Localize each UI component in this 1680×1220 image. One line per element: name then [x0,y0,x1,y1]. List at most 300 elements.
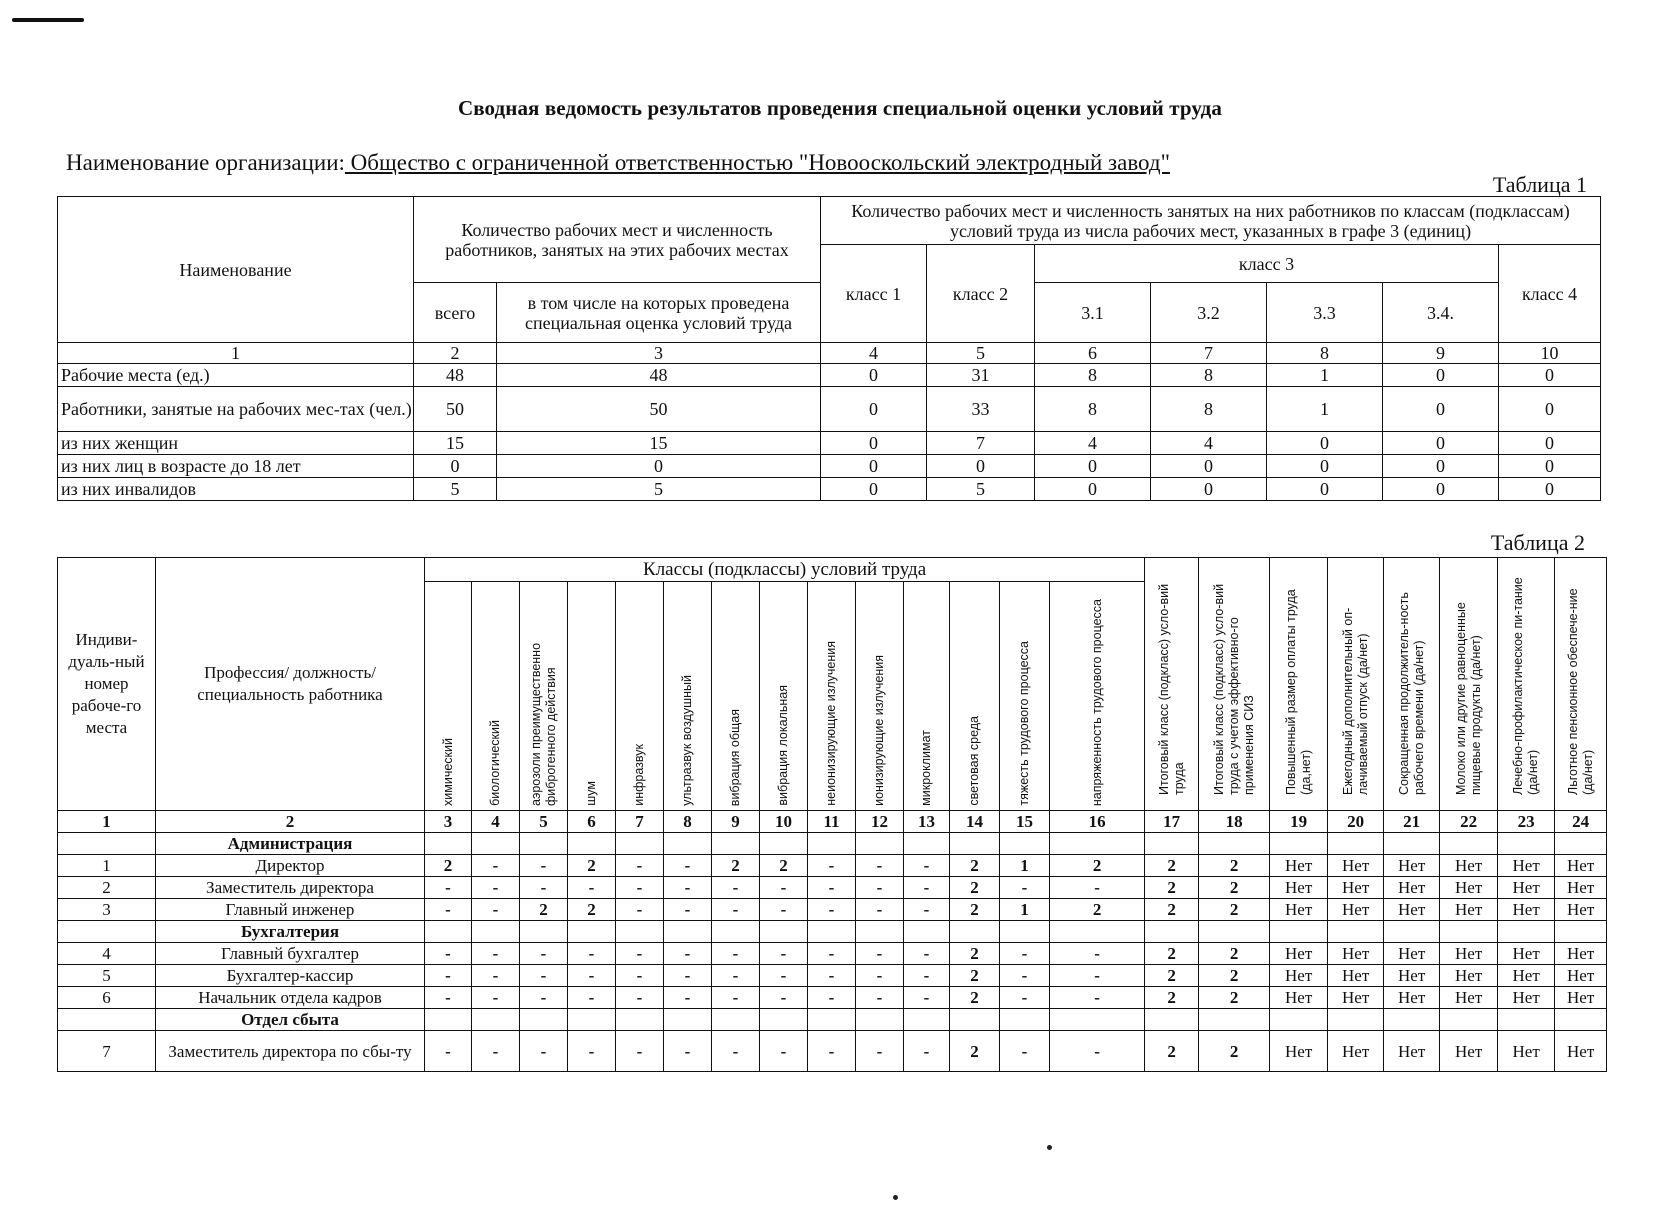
cell-value: - [520,965,568,987]
empty-cell [425,921,472,943]
cell-value: - [1050,965,1145,987]
cell-value: 0 [821,387,927,432]
cell-value: 33 [927,387,1035,432]
cell-value: - [1050,943,1145,965]
empty-cell [760,921,808,943]
column-number: 1 [58,343,414,364]
column-number: 10 [1499,343,1601,364]
cell-value: - [568,1031,616,1072]
header-summary-20: Ежегодный дополнительный оп-лачиваемый отпуск (да/нет) [1328,558,1384,811]
cell-value: Нет [1440,987,1498,1009]
cell-value: - [808,965,856,987]
empty-cell [58,1009,156,1031]
column-number: 3 [425,811,472,833]
scan-artifact-dot [1047,1145,1052,1150]
cell-value: 2 [950,855,1000,877]
column-numbers-row [58,343,1601,364]
cell-value: Нет [1555,1031,1607,1072]
empty-cell [1199,921,1270,943]
row-label: из них инвалидов [58,478,414,501]
empty-cell [472,921,520,943]
empty-cell [760,1009,808,1031]
cell-value: 0 [1383,478,1499,501]
cell-value: 0 [1499,364,1601,387]
cell-value: 2 [760,855,808,877]
workplaces-table-2 [57,557,1607,1072]
empty-cell [1145,833,1199,855]
cell-value: 2 [950,877,1000,899]
header-factor-10: вибрация локальная [760,582,808,811]
cell-value: - [712,899,760,921]
empty-cell [856,921,904,943]
cell-value: - [856,855,904,877]
workplace-row [58,899,1607,921]
profession-name: Бухгалтер-кассир [156,965,425,987]
cell-value: Нет [1328,877,1384,899]
empty-cell [1384,1009,1440,1031]
column-number: 24 [1555,811,1607,833]
cell-value: 0 [1267,432,1383,455]
cell-value: - [712,965,760,987]
cell-value: - [712,943,760,965]
cell-value: - [808,899,856,921]
cell-value: 1 [1000,855,1050,877]
empty-cell [1000,921,1050,943]
empty-cell [760,833,808,855]
empty-cell [520,1009,568,1031]
workplace-row [58,987,1607,1009]
cell-value: 5 [414,478,497,501]
empty-cell [520,921,568,943]
cell-value: 0 [1383,364,1499,387]
cell-value: - [472,877,520,899]
empty-cell [1498,1009,1555,1031]
cell-value: - [568,987,616,1009]
table1-body [58,364,1601,501]
cell-value: Нет [1384,965,1440,987]
cell-value: 31 [927,364,1035,387]
cell-value: - [856,1031,904,1072]
cell-value: - [568,943,616,965]
cell-value: - [760,965,808,987]
header-class2: класс 2 [927,245,1035,343]
empty-cell [664,833,712,855]
header-class1: класс 1 [821,245,927,343]
cell-value: 15 [414,432,497,455]
cell-value: 2 [1145,965,1199,987]
header-summary-23: Лечебно-профилактическое пи-тание (да/нет) [1498,558,1555,811]
cell-value: - [808,1031,856,1072]
cell-value: Нет [1384,877,1440,899]
organization-label: Наименование организации: [66,150,345,175]
workplace-number: 1 [58,855,156,877]
cell-value: - [664,855,712,877]
empty-cell [568,921,616,943]
cell-value: - [425,965,472,987]
header-subclass-3-4: 3.4. [1383,283,1499,343]
cell-value: 0 [821,364,927,387]
empty-cell [664,921,712,943]
empty-cell [1270,833,1328,855]
header-factor-15: тяжесть трудового процесса [1000,582,1050,811]
header-workplace-number: Индиви-дуаль-ный номер рабоче-го места [58,558,156,811]
cell-value: Нет [1328,965,1384,987]
header-subclass-3-1: 3.1 [1035,283,1151,343]
section-row [58,833,1607,855]
cell-value: 5 [497,478,821,501]
empty-cell [904,1009,950,1031]
cell-value: - [1000,1031,1050,1072]
cell-value: 2 [950,899,1000,921]
column-number: 8 [664,811,712,833]
workplace-number: 2 [58,877,156,899]
cell-value: Нет [1498,877,1555,899]
empty-cell [664,1009,712,1031]
cell-value: Нет [1440,1031,1498,1072]
cell-value: 0 [1267,455,1383,478]
cell-value: 0 [1383,387,1499,432]
column-number: 22 [1440,811,1498,833]
cell-value: 48 [497,364,821,387]
cell-value: 8 [1035,387,1151,432]
empty-cell [856,1009,904,1031]
empty-cell [1145,1009,1199,1031]
cell-value: - [904,943,950,965]
empty-cell [1270,1009,1328,1031]
section-name: Отдел сбыта [156,1009,425,1031]
cell-value: 2 [1145,1031,1199,1072]
table1-row [58,455,1601,478]
section-name: Администрация [156,833,425,855]
header-summary-24: Льготное пенсионное обеспече-ние (да/нет) [1555,558,1607,811]
cell-value: - [664,899,712,921]
cell-value: Нет [1498,965,1555,987]
cell-value: 2 [712,855,760,877]
column-number: 19 [1270,811,1328,833]
header-classes-group: Количество рабочих мест и численность занятых на них работников по классам (подклассам) условий труда из числа рабочих мест, указанных в графе 3 (единиц) [821,197,1601,245]
cell-value: - [712,1031,760,1072]
cell-value: - [904,1031,950,1072]
cell-value: Нет [1498,1031,1555,1072]
row-label: из них женщин [58,432,414,455]
cell-value: - [616,965,664,987]
table1-row [58,364,1601,387]
header-assessed: в том числе на которых проведена специальная оценка условий труда [497,283,821,343]
cell-value: - [760,943,808,965]
empty-cell [1145,921,1199,943]
cell-value: - [664,877,712,899]
column-number: 4 [821,343,927,364]
column-number: 5 [520,811,568,833]
cell-value: Нет [1498,855,1555,877]
empty-cell [1270,921,1328,943]
header-summary-21: Сокращенная продолжитель-ность рабочего времени (да/нет) [1384,558,1440,811]
empty-cell [1199,1009,1270,1031]
cell-value: 0 [1035,478,1151,501]
cell-value: 2 [520,899,568,921]
cell-value: - [472,899,520,921]
profession-name: Заместитель директора по сбы-ту [156,1031,425,1072]
cell-value: 0 [821,455,927,478]
empty-cell [1328,1009,1384,1031]
cell-value: 0 [1383,432,1499,455]
cell-value: 2 [1199,1031,1270,1072]
cell-value: 2 [425,855,472,877]
column-number: 11 [808,811,856,833]
empty-cell [1199,833,1270,855]
empty-cell [1498,921,1555,943]
cell-value: 0 [1267,478,1383,501]
cell-value: Нет [1384,899,1440,921]
header-factor-8: ультразвук воздушный [664,582,712,811]
cell-value: - [760,877,808,899]
column-numbers-row [58,811,1607,833]
empty-cell [712,921,760,943]
section-name: Бухгалтерия [156,921,425,943]
row-label: из них лиц в возрасте до 18 лет [58,455,414,478]
cell-value: - [760,987,808,1009]
cell-value: 0 [821,478,927,501]
column-number: 8 [1267,343,1383,364]
header-factor-6: шум [568,582,616,811]
cell-value: - [520,855,568,877]
cell-value: 2 [1145,987,1199,1009]
workplace-number: 4 [58,943,156,965]
cell-value: - [520,877,568,899]
cell-value: - [1050,987,1145,1009]
workplace-number: 6 [58,987,156,1009]
table2-caption: Таблица 2 [1490,530,1585,555]
cell-value: - [808,877,856,899]
empty-cell [1384,833,1440,855]
cell-value: 1 [1000,899,1050,921]
cell-value: Нет [1498,899,1555,921]
section-row [58,1009,1607,1031]
empty-cell [520,833,568,855]
empty-cell [425,1009,472,1031]
cell-value: - [1000,965,1050,987]
cell-value: 0 [1035,455,1151,478]
cell-value: Нет [1440,855,1498,877]
cell-value: - [760,1031,808,1072]
workplace-row [58,1031,1607,1072]
cell-value: 2 [568,855,616,877]
header-class3: класс 3 [1035,245,1499,283]
header-summary-17: Итоговый класс (подкласс) усло-вий труда [1145,558,1199,811]
workplace-row [58,965,1607,987]
column-number: 16 [1050,811,1145,833]
column-number: 7 [616,811,664,833]
cell-value: - [904,877,950,899]
empty-cell [904,921,950,943]
cell-value: 2 [1145,877,1199,899]
empty-cell [1555,921,1607,943]
column-number: 21 [1384,811,1440,833]
empty-cell [1000,833,1050,855]
header-factor-4: биологический [472,582,520,811]
cell-value: Нет [1498,987,1555,1009]
cell-value: - [616,1031,664,1072]
column-number: 6 [568,811,616,833]
cell-value: 8 [1151,387,1267,432]
header-class4: класс 4 [1499,245,1601,343]
cell-value: Нет [1328,1031,1384,1072]
empty-cell [808,833,856,855]
cell-value: - [1000,877,1050,899]
profession-name: Начальник отдела кадров [156,987,425,1009]
organization-name: Общество с ограниченной ответственностью "Новооскольский электродный завод" [344,150,1170,175]
cell-value: - [808,855,856,877]
empty-cell [950,921,1000,943]
header-factor-11: неионизирующие излучения [808,582,856,811]
cell-value: 2 [1145,855,1199,877]
cell-value: - [712,987,760,1009]
cell-value: - [568,877,616,899]
cell-value: 2 [1199,987,1270,1009]
table1-row [58,432,1601,455]
header-counts-group: Количество рабочих мест и численность работников, занятых на этих рабочих местах [414,197,821,283]
cell-value: 2 [1199,965,1270,987]
column-number: 9 [1383,343,1499,364]
cell-value: 50 [497,387,821,432]
empty-cell [1555,833,1607,855]
cell-value: 0 [1151,455,1267,478]
column-number: 18 [1199,811,1270,833]
cell-value: 2 [1050,855,1145,877]
header-subclass-3-2: 3.2 [1151,283,1267,343]
cell-value: Нет [1555,877,1607,899]
row-label: Работники, занятые на рабочих мес-тах (чел.) [58,387,414,432]
column-number: 1 [58,811,156,833]
cell-value: - [904,899,950,921]
cell-value: Нет [1270,987,1328,1009]
cell-value: 2 [950,987,1000,1009]
cell-value: - [664,965,712,987]
cell-value: Нет [1555,965,1607,987]
document-title: Сводная ведомость результатов проведения специальной оценки условий труда [457,96,1223,120]
header-classes-group: Классы (подклассы) условий труда [425,558,1145,582]
table2-body [58,833,1607,1072]
cell-value: Нет [1555,987,1607,1009]
cell-value: Нет [1440,965,1498,987]
column-number: 17 [1145,811,1199,833]
table1-caption: Таблица 1 [1492,172,1587,197]
cell-value: 2 [1050,899,1145,921]
cell-value: - [472,855,520,877]
cell-value: 0 [927,455,1035,478]
column-number: 6 [1035,343,1151,364]
cell-value: - [425,943,472,965]
cell-value: - [616,943,664,965]
cell-value: 5 [927,478,1035,501]
cell-value: - [616,899,664,921]
cell-value: - [904,987,950,1009]
empty-cell [616,921,664,943]
cell-value: Нет [1384,855,1440,877]
header-summary-22: Молоко или другие равноценные пищевые продукты (да/нет) [1440,558,1498,811]
cell-value: - [425,877,472,899]
profession-name: Заместитель директора [156,877,425,899]
empty-cell [616,1009,664,1031]
workplace-number: 5 [58,965,156,987]
cell-value: - [425,987,472,1009]
cell-value: - [664,987,712,1009]
cell-value: - [664,1031,712,1072]
column-number: 2 [156,811,425,833]
header-profession: Профессия/ должность/ специальность работника [156,558,425,811]
header-factor-12: ионизирующие излучения [856,582,904,811]
empty-cell [808,921,856,943]
cell-value: - [568,965,616,987]
empty-cell [1050,1009,1145,1031]
cell-value: 2 [1199,855,1270,877]
cell-value: Нет [1384,943,1440,965]
empty-cell [1384,921,1440,943]
cell-value: Нет [1270,1031,1328,1072]
cell-value: 0 [414,455,497,478]
profession-name: Главный инженер [156,899,425,921]
header-factor-16: напряженность трудового процесса [1050,582,1145,811]
table1-row [58,387,1601,432]
row-label: Рабочие места (ед.) [58,364,414,387]
empty-cell [712,833,760,855]
cell-value: Нет [1555,855,1607,877]
workplace-number: 7 [58,1031,156,1072]
table1-row [58,478,1601,501]
cell-value: Нет [1328,899,1384,921]
column-number: 9 [712,811,760,833]
cell-value: Нет [1498,943,1555,965]
cell-value: - [472,943,520,965]
organization-line [66,150,1170,176]
cell-value: 2 [1199,899,1270,921]
empty-cell [1440,921,1498,943]
cell-value: - [1050,1031,1145,1072]
cell-value: Нет [1328,943,1384,965]
cell-value: - [904,855,950,877]
cell-value: 2 [568,899,616,921]
empty-cell [904,833,950,855]
cell-value: - [616,877,664,899]
empty-cell [808,1009,856,1031]
column-number: 13 [904,811,950,833]
cell-value: - [520,1031,568,1072]
cell-value: Нет [1440,943,1498,965]
cell-value: 1 [1267,387,1383,432]
cell-value: - [712,877,760,899]
cell-value: - [520,987,568,1009]
cell-value: - [472,987,520,1009]
column-number: 12 [856,811,904,833]
cell-value: 4 [1151,432,1267,455]
cell-value: 8 [1035,364,1151,387]
column-number: 23 [1498,811,1555,833]
cell-value: 2 [950,965,1000,987]
cell-value: - [1000,943,1050,965]
empty-cell [950,833,1000,855]
cell-value: Нет [1384,987,1440,1009]
cell-value: 50 [414,387,497,432]
cell-value: 15 [497,432,821,455]
cell-value: Нет [1270,877,1328,899]
cell-value: - [808,987,856,1009]
cell-value: Нет [1270,899,1328,921]
workplace-row [58,877,1607,899]
cell-value: 7 [927,432,1035,455]
empty-cell [712,1009,760,1031]
empty-cell [568,1009,616,1031]
empty-cell [616,833,664,855]
